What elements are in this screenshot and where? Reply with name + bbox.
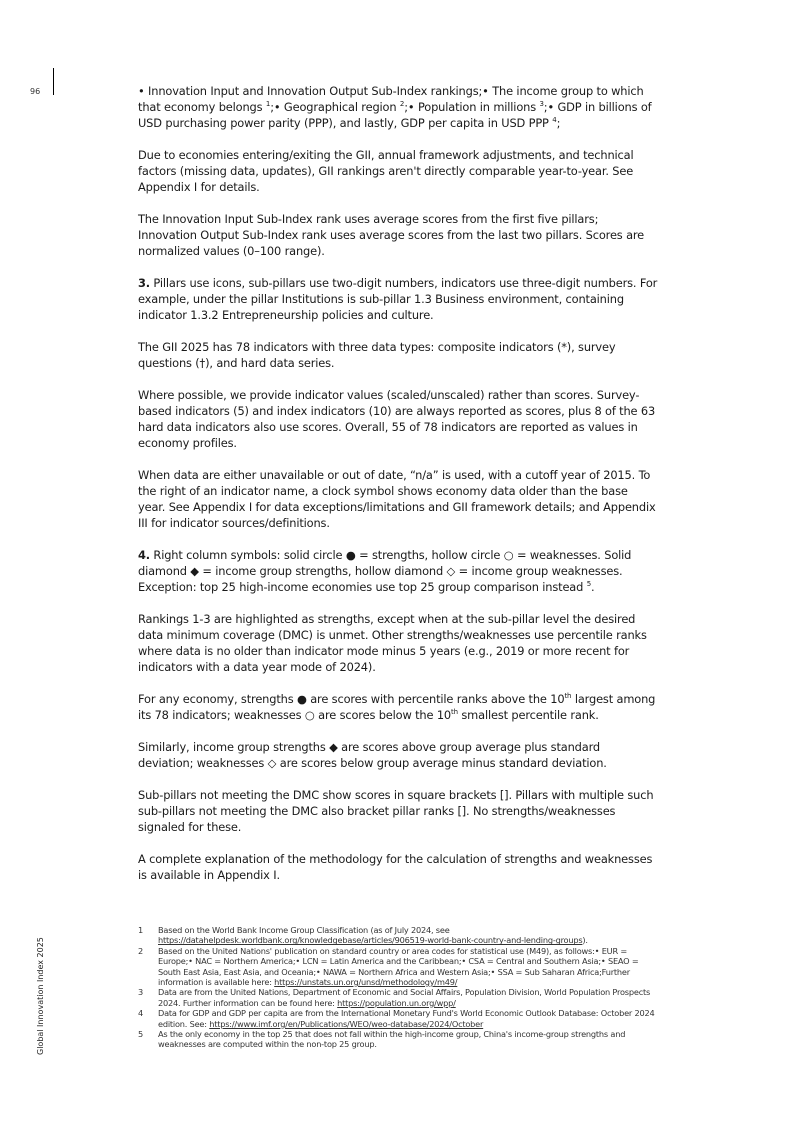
footnote: 3 Data are from the United Nations, Department of Economic and Social Affairs, Population Division, World Population Prospects 2024. Further information can be found here: https://population.un.org/wpp/ (138, 987, 651, 1008)
paragraph-values: Where possible, we provide indicator values (scaled/unscaled) rather than scores. Survey-based indicators (5) and index indicators (10) are always reported as scores, plus 8 of the 63 hard data indicators also use scores. Overall, 55 of 78 indicators are reported as values in economy profiles. (138, 388, 656, 450)
paragraph-indicators: The GII 2025 has 78 indicators with three data types: composite indicators (*), survey questions (†), and hard data series. (138, 340, 616, 370)
footnotes (138, 925, 658, 1050)
paragraph-na: When data are either unavailable or out of date, “n/a” is used, with a cutoff year of 2015. To the right of an indicator name, a clock symbol shows economy data older than the base year. See Appendix I for data exceptions/limitations and GII framework details; and Appendix III for indicator sources/definitions. (138, 468, 656, 530)
footnote-link[interactable]: https://unstats.un.org/unsd/methodology/m49/ (274, 977, 458, 988)
section-number: 3. (138, 276, 150, 290)
paragraph-symbols: 4. Right column symbols: solid circle ● = strengths, hollow circle ○ = weaknesses. Solid diamond ◆ = income group strengths, hollow diamond ◇ = income group weaknesses. Exception: top 25 high-income economies use top 25 group comparison instead $^5$. (138, 548, 632, 594)
paragraph-comparability: Due to economies entering/exiting the GII, annual framework adjustments, and technical factors (missing data, updates), GII rankings aren't directly comparable year-to-year. See Appendix I for details. (138, 148, 634, 194)
paragraph-rankings: Rankings 1-3 are highlighted as strengths, except when at the sub-pillar level the desired data minimum coverage (DMC) is unmet. Other strengths/weaknesses use percentile ranks where data is no older than indicator mode minus 5 years (e.g., 2019 or more recent for indicators with a data year mode of 2024). (138, 612, 647, 674)
paragraph-income-group: Similarly, income group strengths ◆ are scores above group average plus standard deviation; weaknesses ◇ are scores below group average minus standard deviation. (138, 740, 607, 770)
section-number: 4. (138, 548, 150, 562)
footnote: 4 Data for GDP and GDP per capita are from the International Monetary Fund's World Economic Outlook Database: October 2024 edition. See: https://www.imf.org/en/Publications/WEO/weo-database/2024/October (138, 1008, 655, 1029)
footnote-link[interactable]: https://population.un.org/wpp/ (337, 997, 456, 1008)
footnote: 2 Based on the United Nations' publication on standard country or area codes for statistical use (M49), as follows:• EUR = Europe;• NAC = Northern America;• LCN = Latin America and the Caribbean;• CSA = Central and Southern Asia;• SEAO = South East Asia, East Asia, and Oceania;• NAWA = Northern Africa and Western Asia;• SSA = Sub Saharan Africa;Further information is available here: https://unstats.un.org/unsd/methodology/m49/ (138, 945, 639, 988)
paragraph-pillars: 3. Pillars use icons, sub-pillars use two-digit numbers, indicators use three-digit numbers. For example, under the pillar Institutions is sub-pillar 1.3 Business environment, containing indicator 1.3.2 Entrepreneurship policies and culture. (138, 276, 658, 322)
footnote: 1 Based on the World Bank Income Group Classification (as of July 2024, see https://datahelpdesk.worldbank.org/knowledgebase/articles/906519-world-bank-country-and-lending-groups). (138, 925, 588, 946)
margin-rule (53, 68, 54, 95)
footnote-ref-5[interactable]: 5 (586, 580, 592, 589)
paragraph-sub-index-list: • Innovation Input and Innovation Output Sub-Index rankings;• The income group to which that economy belongs $^1$;• Geographical region $^2$;• Population in millions $^3$;• GDP in billions of USD purchasing power parity (PPP), and lastly, GDP per capita in USD PPP $^4$; (138, 84, 652, 130)
body-text (138, 83, 658, 899)
footnote-link[interactable]: https://www.imf.org/en/Publications/WEO/weo-database/2024/October (209, 1018, 484, 1029)
footnote-ref-1[interactable]: 1 (265, 100, 271, 109)
page-number: 96 (30, 87, 41, 96)
paragraph-sub-index-rank: The Innovation Input Sub-Index rank uses average scores from the first five pillars; Innovation Output Sub-Index rank uses average scores from the last two pillars. Scores are normalized values (0–100 range). (138, 212, 645, 258)
paragraph-percentile: For any economy, strengths ● are scores with percentile ranks above the 10th largest among its 78 indicators; weaknesses ○ are scores below the 10th smallest percentile rank. (138, 692, 656, 722)
paragraph-appendix: A complete explanation of the methodology for the calculation of strengths and weaknesses is available in Appendix I. (138, 852, 653, 882)
footnote-ref-3[interactable]: 3 (539, 100, 544, 109)
paragraph-dmc: Sub-pillars not meeting the DMC show scores in square brackets []. Pillars with multiple such sub-pillars not meeting the DMC also bracket pillar ranks []. No strengths/weaknesses signaled for these. (138, 788, 654, 834)
footnote-link[interactable]: https://datahelpdesk.worldbank.org/knowledgebase/articles/906519-world-bank-country-and-lending-groups (158, 935, 583, 946)
footnote-ref-2[interactable]: 2 (399, 100, 405, 109)
footnote: 5 As the only economy in the top 25 that does not fall within the high-income group, China's income-group strengths and weaknesses are computed within the non-top 25 group. (138, 1029, 626, 1050)
footnote-ref-4[interactable]: 4 (552, 116, 557, 125)
side-label: Global Innovation Index 2025 (36, 937, 45, 1055)
